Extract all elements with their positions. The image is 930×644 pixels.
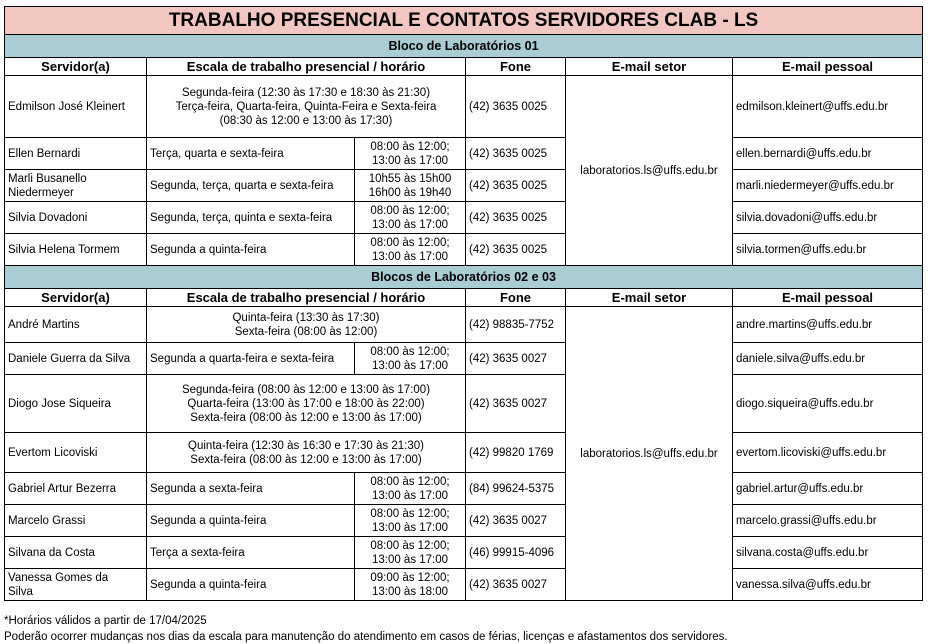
servidor-name: Marli Busanello Niedermeyer: [5, 170, 147, 202]
servidor-name: Marcelo Grassi: [5, 505, 147, 537]
phone-cell: (42) 3635 0027: [466, 343, 566, 375]
email-pessoal-cell: ellen.bernardi@uffs.edu.br: [733, 138, 923, 170]
servidor-name: Silvia Helena Tormem: [5, 234, 147, 266]
email-pessoal-cell: daniele.silva@uffs.edu.br: [733, 343, 923, 375]
schedule-table: [4, 6, 923, 601]
email-pessoal-cell: diogo.siqueira@uffs.edu.br: [733, 375, 923, 433]
schedule-hours: 08:00 às 12:00; 13:00 às 17:00: [355, 473, 466, 505]
schedule-sheet: [4, 6, 922, 601]
phone-cell: (46) 99915-4096: [466, 537, 566, 569]
table-row: [5, 343, 923, 375]
table-row: [5, 433, 923, 473]
header-servidor: Servidor(a): [5, 289, 147, 307]
table-row: [5, 170, 923, 202]
servidor-name: Vanessa Gomes da Silva: [5, 569, 147, 601]
phone-cell: (42) 3635 0025: [466, 202, 566, 234]
email-pessoal-cell: silvia.tormen@uffs.edu.br: [733, 234, 923, 266]
header-email-pessoal: E-mail pessoal: [733, 289, 923, 307]
servidor-name: Ellen Bernardi: [5, 138, 147, 170]
table-row: [5, 537, 923, 569]
email-setor-cell: laboratorios.ls@uffs.edu.br: [566, 307, 733, 601]
schedule-days: Segunda a sexta-feira: [147, 473, 355, 505]
header-email-setor: E-mail setor: [566, 58, 733, 76]
schedule-hours: 08:00 às 12:00; 13:00 às 17:00: [355, 138, 466, 170]
block-title: Blocos de Laboratórios 02 e 03: [5, 266, 923, 289]
schedule-cell: Segunda-feira (08:00 às 12:00 e 13:00 às 17:00) Quarta-feira (13:00 às 17:00 e 18:00 às 22:00) Sexta-feira (08:00 às 12:00 e 13:00 às 17:00): [147, 375, 466, 433]
phone-cell: (42) 98835-7752: [466, 307, 566, 343]
schedule-hours: 10h55 às 15h00 16h00 às 19h40: [355, 170, 466, 202]
table-row: [5, 375, 923, 433]
phone-cell: (42) 3635 0027: [466, 375, 566, 433]
phone-cell: (42) 3635 0025: [466, 138, 566, 170]
header-email-setor: E-mail setor: [566, 289, 733, 307]
servidor-name: Gabriel Artur Bezerra: [5, 473, 147, 505]
phone-cell: (42) 3635 0025: [466, 234, 566, 266]
servidor-name: André Martins: [5, 307, 147, 343]
email-pessoal-cell: gabriel.artur@uffs.edu.br: [733, 473, 923, 505]
schedule-hours: 08:00 às 12:00; 13:00 às 17:00: [355, 343, 466, 375]
schedule-days: Segunda a quinta-feira: [147, 505, 355, 537]
sheet-title: TRABALHO PRESENCIAL E CONTATOS SERVIDORES CLAB - LS: [5, 7, 923, 35]
phone-cell: (42) 3635 0025: [466, 76, 566, 138]
schedule-hours: 09:00 às 12:00; 13:00 às 18:00: [355, 569, 466, 601]
header-servidor: Servidor(a): [5, 58, 147, 76]
table-row: [5, 76, 923, 138]
servidor-name: Silvana da Costa: [5, 537, 147, 569]
phone-cell: (42) 99820 1769: [466, 433, 566, 473]
header-fone: Fone: [466, 58, 566, 76]
table-row: [5, 307, 923, 343]
email-pessoal-cell: silvia.dovadoni@uffs.edu.br: [733, 202, 923, 234]
servidor-name: Edmilson José Kleinert: [5, 76, 147, 138]
table-row: [5, 138, 923, 170]
servidor-name: Diogo Jose Siqueira: [5, 375, 147, 433]
schedule-cell: Segunda-feira (12:30 às 17:30 e 18:30 às 21:30) Terça-feira, Quarta-feira, Quinta-Feira e Sexta-feira (08:30 às 12:00 e 13:00 às 17:30): [147, 76, 466, 138]
schedule-hours: 08:00 às 12:00; 13:00 às 17:00: [355, 234, 466, 266]
validity-note: *Horários válidos a partir de 17/04/2025: [4, 615, 207, 627]
schedule-hours: 08:00 às 12:00; 13:00 às 17:00: [355, 202, 466, 234]
email-pessoal-cell: evertom.licoviski@uffs.edu.br: [733, 433, 923, 473]
block-title: Bloco de Laboratórios 01: [5, 35, 923, 58]
email-pessoal-cell: vanessa.silva@uffs.edu.br: [733, 569, 923, 601]
servidor-name: Silvia Dovadoni: [5, 202, 147, 234]
header-escala: Escala de trabalho presencial / horário: [147, 58, 466, 76]
header-fone: Fone: [466, 289, 566, 307]
schedule-cell: Quinta-feira (13:30 às 17:30) Sexta-feira (08:00 às 12:00): [147, 307, 466, 343]
changes-note: Poderão ocorrer mudanças nos dias da escala para manutenção do atendimento em casos de férias, licenças e afastamentos dos servidores.: [4, 631, 728, 643]
email-pessoal-cell: edmilson.kleinert@uffs.edu.br: [733, 76, 923, 138]
schedule-days: Segunda, terça, quarta e sexta-feira: [147, 170, 355, 202]
schedule-cell: Quinta-feira (12:30 às 16:30 e 17:30 às 21:30) Sexta-feira (08:00 às 12:00 e 13:00 às 17:00): [147, 433, 466, 473]
table-row: [5, 505, 923, 537]
phone-cell: (42) 3635 0025: [466, 170, 566, 202]
schedule-days: Terça a sexta-feira: [147, 537, 355, 569]
phone-cell: (42) 3635 0027: [466, 569, 566, 601]
header-escala: Escala de trabalho presencial / horário: [147, 289, 466, 307]
phone-cell: (42) 3635 0027: [466, 505, 566, 537]
schedule-hours: 08:00 às 12:00; 13:00 às 17:00: [355, 537, 466, 569]
email-pessoal-cell: andre.martins@uffs.edu.br: [733, 307, 923, 343]
schedule-hours: 08:00 às 12:00; 13:00 às 17:00: [355, 505, 466, 537]
servidor-name: Daniele Guerra da Silva: [5, 343, 147, 375]
schedule-days: Segunda a quinta-feira: [147, 234, 355, 266]
email-pessoal-cell: silvana.costa@uffs.edu.br: [733, 537, 923, 569]
email-pessoal-cell: marli.niedermeyer@uffs.edu.br: [733, 170, 923, 202]
schedule-days: Terça, quarta e sexta-feira: [147, 138, 355, 170]
table-row: [5, 569, 923, 601]
header-row: [5, 289, 923, 307]
header-row: [5, 58, 923, 76]
email-pessoal-cell: marcelo.grassi@uffs.edu.br: [733, 505, 923, 537]
email-setor-cell: laboratorios.ls@uffs.edu.br: [566, 76, 733, 266]
schedule-days: Segunda a quarta-feira e sexta-feira: [147, 343, 355, 375]
header-email-pessoal: E-mail pessoal: [733, 58, 923, 76]
servidor-name: Evertom Licoviski: [5, 433, 147, 473]
table-row: [5, 234, 923, 266]
schedule-days: Segunda a quinta-feira: [147, 569, 355, 601]
table-row: [5, 473, 923, 505]
table-row: [5, 202, 923, 234]
phone-cell: (84) 99624-5375: [466, 473, 566, 505]
schedule-days: Segunda, terça, quinta e sexta-feira: [147, 202, 355, 234]
